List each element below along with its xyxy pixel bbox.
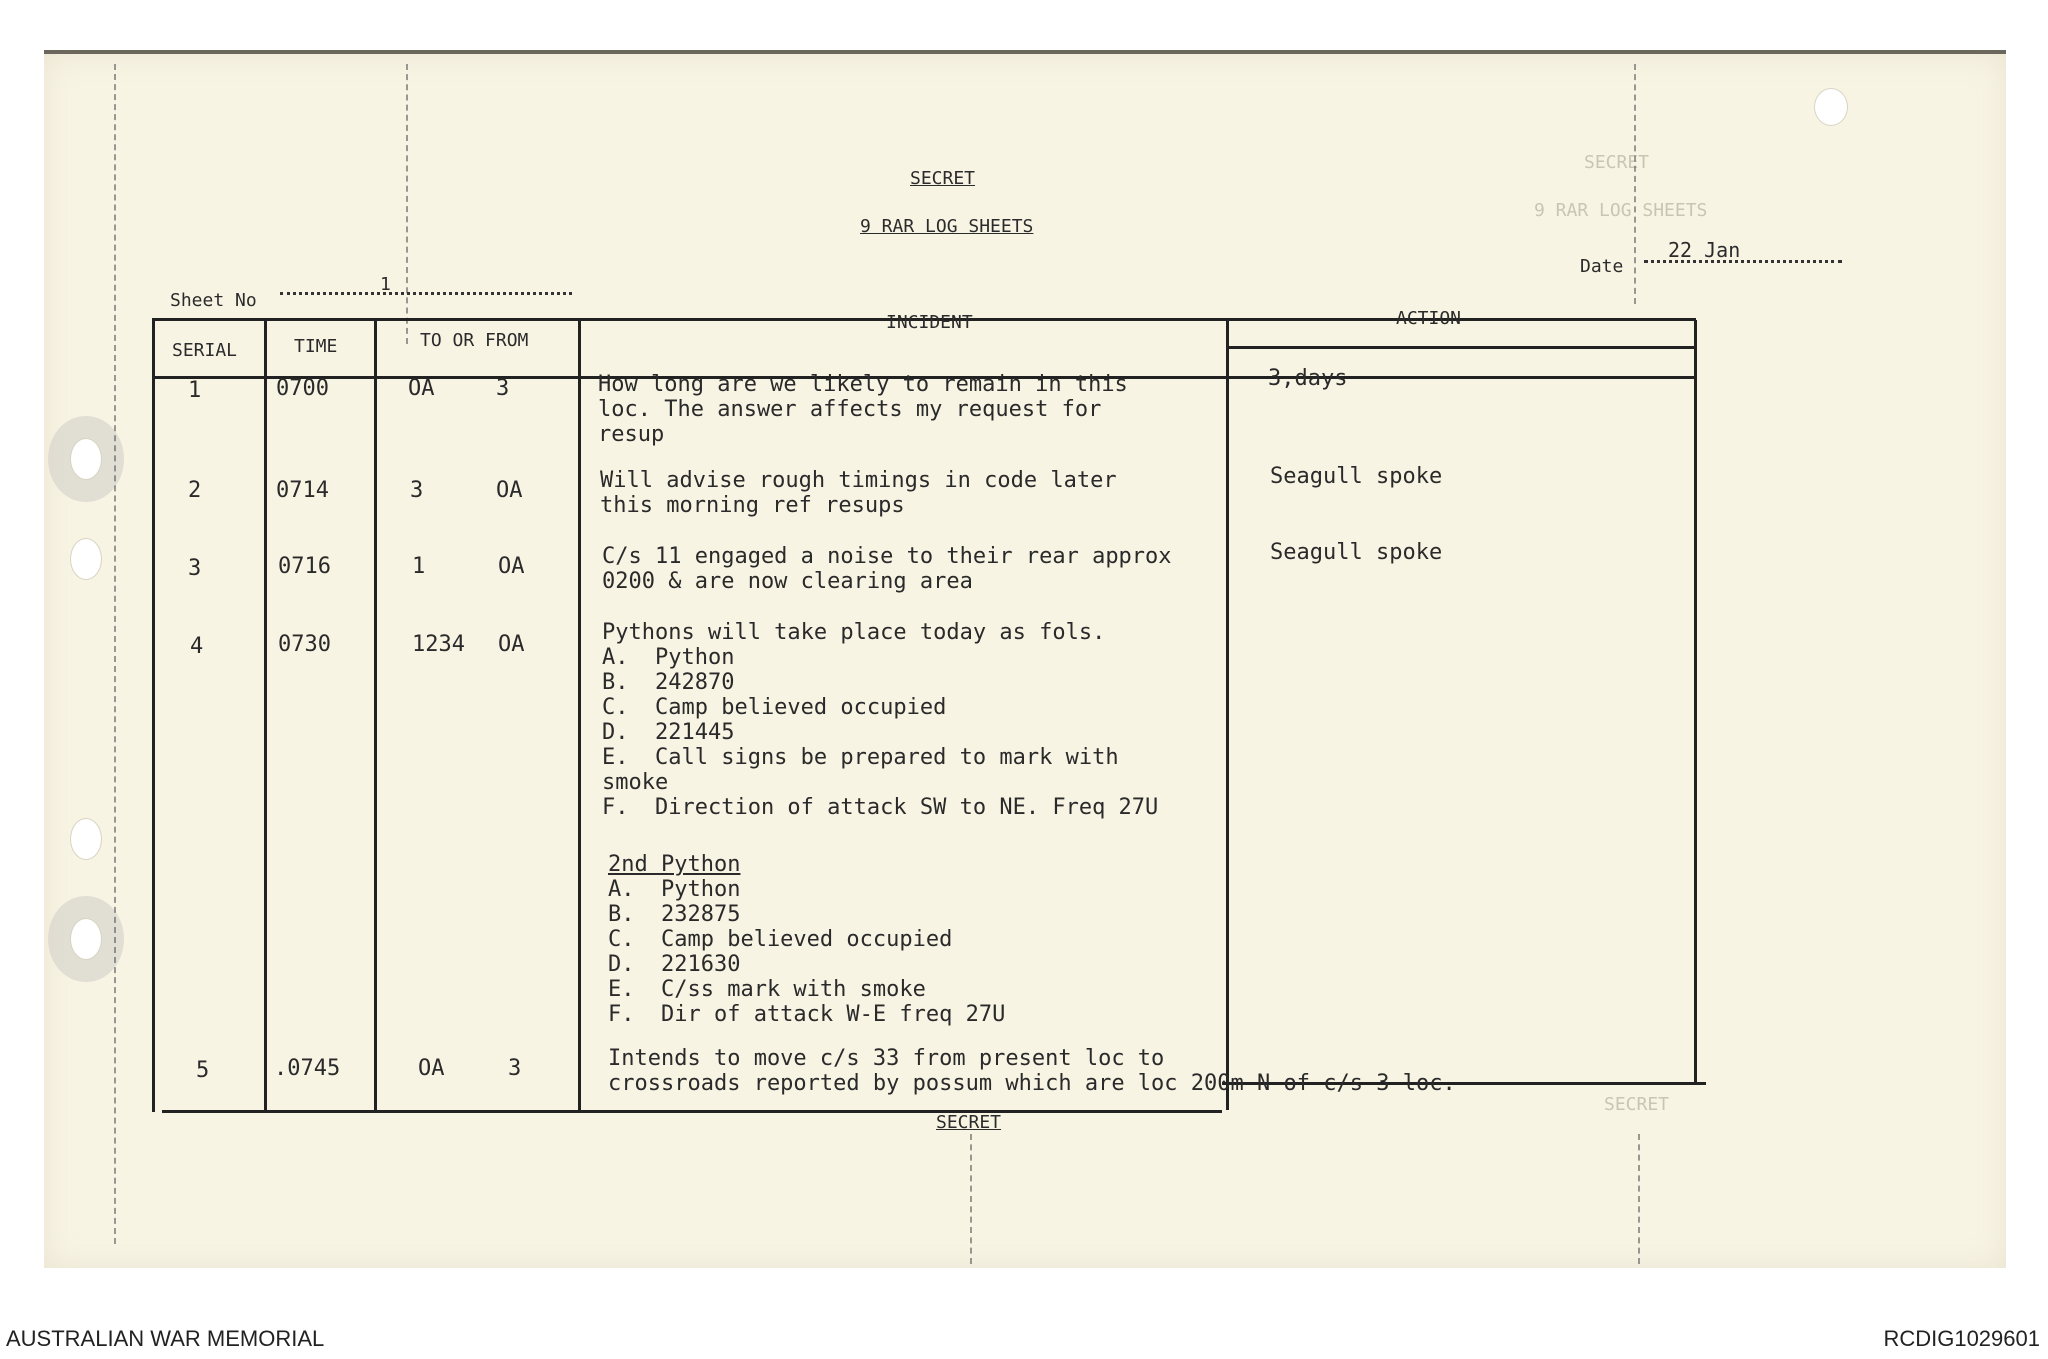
row-4-incident: Pythons will take place today as fols. A. Python B. 242870 C. Camp believed occupied D. 221445 E. Call signs be prepared to mark with smoke F. Direction of attack SW to NE. Freq 27U [602, 620, 1159, 820]
fold-crease [406, 64, 409, 344]
punch-hole [70, 438, 102, 480]
row-3-from: OA [498, 554, 525, 579]
punch-hole [70, 538, 102, 580]
column-rule [578, 320, 581, 1112]
col-header-serial: SERIAL [172, 340, 238, 361]
sheet-no-value: 1 [380, 274, 391, 295]
row-4-from: OA [498, 632, 525, 657]
row-2-action: Seagull spoke [1270, 464, 1443, 489]
row-4-sub-heading: 2nd Python [608, 852, 741, 877]
row-2-to: 3 [410, 478, 424, 503]
archive-credit: AUSTRALIAN WAR MEMORIAL [6, 1326, 325, 1351]
record-id: RCDIG1029601 [1883, 1326, 2040, 1351]
bleed-through-text: 9 RAR LOG SHEETS [1534, 200, 1708, 221]
row-5-incident: Intends to move c/s 33 from present loc to crossroads reported by possum which are loc 200m N of c/s 3 loc. [608, 1046, 1456, 1096]
row-3-action: Seagull spoke [1270, 540, 1443, 565]
row-3-time: 0716 [278, 554, 331, 579]
row-4-time: 0730 [278, 632, 331, 657]
row-2-serial: 2 [188, 478, 202, 503]
row-3-incident: C/s 11 engaged a noise to their rear approx 0200 & are now clearing area [602, 544, 1172, 594]
fold-crease [970, 1134, 973, 1264]
fold-crease [1634, 64, 1637, 304]
row-1-from: 3 [496, 376, 510, 401]
header-row-rule [1226, 346, 1696, 349]
col-header-time: TIME [294, 336, 338, 357]
row-5-serial: 5 [196, 1058, 210, 1083]
row-5-to: OA [418, 1056, 445, 1081]
punch-hole [70, 918, 102, 960]
row-5-from: 3 [508, 1056, 522, 1081]
classification-top: SECRET [910, 168, 976, 189]
col-header-to-or-from: TO OR FROM [420, 330, 529, 351]
row-5-time: .0745 [274, 1056, 341, 1081]
page-title: 9 RAR LOG SHEETS [860, 216, 1034, 237]
classification-bottom: SECRET [936, 1112, 1002, 1133]
table-border-right [1694, 320, 1697, 1084]
row-2-from: OA [496, 478, 523, 503]
row-4-to: 1234 [412, 632, 465, 657]
row-1-incident: How long are we likely to remain in this loc. The answer affects my request for resup [598, 372, 1128, 447]
date-value: 22 Jan [1668, 238, 1741, 262]
bleed-through-text: SECRET [1584, 152, 1650, 173]
row-1-serial: 1 [188, 378, 202, 403]
log-sheet-paper [44, 50, 2006, 1268]
sheet-no-label: Sheet No [170, 290, 257, 311]
row-4-sub-incident: A. Python B. 232875 C. Camp believed occupied D. 221630 E. C/ss mark with smoke F. Dir of attack W-E freq 27U [608, 877, 1006, 1027]
row-3-serial: 3 [188, 556, 202, 581]
col-header-incident: INCIDENT [886, 312, 973, 333]
column-rule [264, 320, 267, 1112]
table-border-bottom [162, 1110, 1222, 1113]
row-1-action: 3,days [1268, 366, 1348, 391]
fold-crease [114, 64, 117, 1244]
sheet-no-dotted-line [280, 292, 572, 295]
table-border-left [152, 318, 155, 1112]
col-header-action: ACTION [1396, 308, 1462, 329]
row-1-to: OA [408, 376, 435, 401]
column-rule [374, 320, 377, 1112]
date-label: Date [1580, 256, 1624, 277]
punch-hole [70, 818, 102, 860]
row-1-time: 0700 [276, 376, 329, 401]
punch-hole [1814, 88, 1848, 126]
fold-crease [1638, 1134, 1641, 1264]
row-4-serial: 4 [190, 634, 204, 659]
row-2-incident: Will advise rough timings in code later this morning ref resups [600, 468, 1117, 518]
row-3-to: 1 [412, 554, 426, 579]
row-2-time: 0714 [276, 478, 329, 503]
bleed-through-text: SECRET [1604, 1094, 1670, 1115]
column-rule [1226, 320, 1229, 1110]
